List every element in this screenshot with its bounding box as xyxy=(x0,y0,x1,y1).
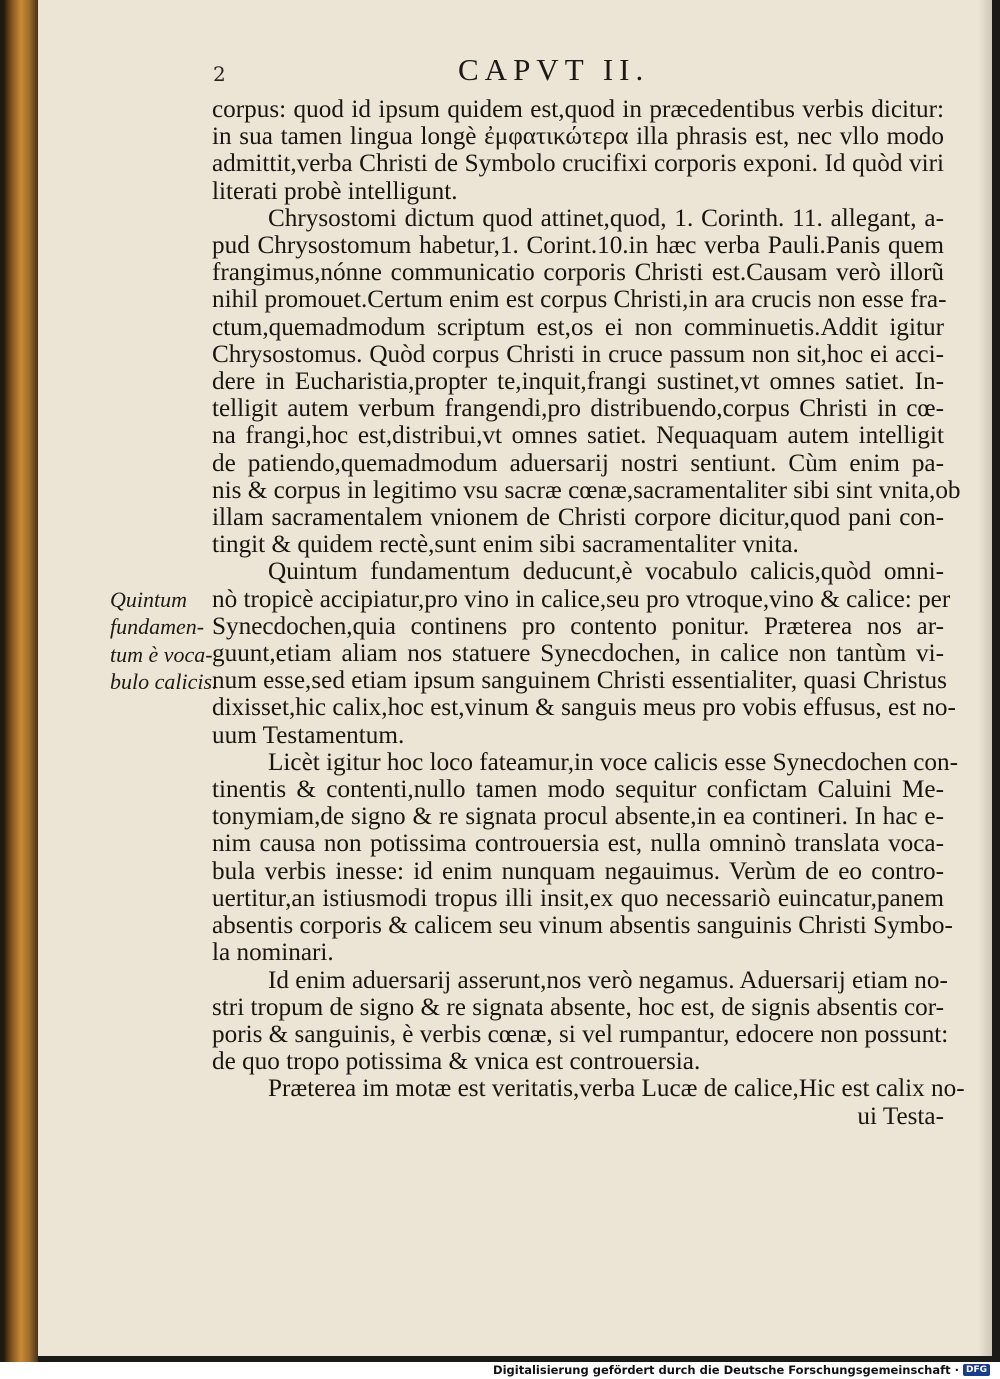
text-line: admittit,verba Christi de Symbolo crucifixi corporis exponi. Id quòd viri xyxy=(212,150,944,178)
margin-note-line: fundamen- xyxy=(110,614,205,640)
text-line: tinentis & contenti,nullo tamen modo sequitur confictam Caluini Me- xyxy=(212,776,944,804)
book-spine xyxy=(4,0,38,1362)
dfg-logo: DFG xyxy=(963,1364,990,1376)
text-line: Synecdochen,quia continens pro contento ponitur. Præterea nos ar- xyxy=(212,612,944,640)
text-line: corpus: quod id ipsum quidem est,quod in præcedentibus verbis dicitur: xyxy=(212,96,944,123)
body-text xyxy=(212,96,965,1130)
text-line: Quintum fundamentum deducunt,è vocabulo calicis,quòd omni- xyxy=(268,558,944,586)
text-line: illam sacramentalem vnionem de Christi corpore dicitur,quod pani con- xyxy=(212,504,944,532)
text-line: bula verbis inesse: id enim nunquam negauimus. Verùm de eo contro- xyxy=(212,857,944,885)
funding-credit-text: Digitalisierung gefördert durch die Deutsche Forschungsgemeinschaft · xyxy=(493,1363,959,1377)
catchword: ui Testa- xyxy=(857,1102,944,1130)
text-line: nim causa non potissima controuersia est, nulla omninò translata voca- xyxy=(212,830,944,858)
text-line: frangimus,nónne communicatio corporis Christi est.Causam verò illorũ xyxy=(212,259,944,287)
text-line: poris & sanguinis, è verbis cœnæ, si vel rumpantur, edocere non possunt: xyxy=(212,1020,949,1048)
text-line: Id enim aduersarij asserunt,nos verò negamus. Aduersarij etiam no- xyxy=(268,966,948,994)
text-line: dixisset,hic calix,hoc est,vinum & sanguis meus pro vobis effusus, est no- xyxy=(212,694,956,722)
text-line: tingit & quidem rectè,sunt enim sibi sacramentaliter vnita. xyxy=(212,531,799,559)
page-number: 2 xyxy=(213,62,226,86)
text-line: ctum,quemadmodum scriptum est,os ei non comminuetis.Addit igitur xyxy=(212,313,944,341)
text-line: uertitur,an istiusmodi tropus illi insit,ex quo necessariò euincatur,panem xyxy=(212,884,944,912)
text-line: na frangi,hoc est,distribui,vt omnes satiet. Nequaquam autem intelligit xyxy=(212,422,944,450)
text-line: nis & corpus in legitimo vsu sacræ cœnæ,sacramentaliter sibi sint vnita,ob xyxy=(212,476,961,504)
margin-note-line: tum è voca- xyxy=(110,641,213,667)
page-edge-shadow xyxy=(978,0,992,1356)
text-line: in sua tamen lingua longè ἐμφατικώτερα illa phrasis est, nec vllo modo xyxy=(212,123,944,151)
text-line: dere in Eucharistia,propter te,inquit,frangi sustinet,vt omnes satiet. In- xyxy=(212,368,944,396)
margin-note-line: Quintum xyxy=(110,587,187,612)
text-line: nihil promouet.Certum enim est corpus Christi,in ara crucis non esse fra- xyxy=(212,286,947,314)
text-line: nò tropicè accipiatur,pro vino in calice,seu pro vtroque,vino & calice: per xyxy=(212,585,951,613)
text-line: Licèt igitur hoc loco fateamur,in voce calicis esse Synecdochen con- xyxy=(268,748,958,776)
text-line: Chrysostomi dictum quod attinet,quod, 1. Corinth. 11. allegant, a- xyxy=(268,204,944,232)
text-line: Præterea im motæ est veritatis,verba Lucæ de calice,Hic est calix no- xyxy=(268,1075,965,1103)
margin-note xyxy=(110,586,220,696)
text-line: absentis corporis & calicem seu vinum absentis sanguinis Christi Symbo- xyxy=(212,912,953,940)
running-head: CAPVT II. xyxy=(458,52,650,87)
text-line: pud Chrysostomum habetur,1. Corint.10.in hæc verba Pauli.Panis quem xyxy=(212,232,944,260)
text-line: stri tropum de signo & re signata absente, hoc est, de signis absentis cor- xyxy=(212,993,944,1021)
margin-note-line: bulo calicis. xyxy=(110,669,218,695)
text-line: guunt,etiam aliam nos statuere Synecdochen, in calice non tantùm vi- xyxy=(212,640,944,668)
text-line: uum Testamentum. xyxy=(212,721,405,749)
text-line: tonymiam,de signo & re signata procul absente,in ea contineri. In hac e- xyxy=(212,803,944,831)
page-header xyxy=(38,52,992,92)
text-line: num esse,sed etiam ipsum sanguinem Christi essentialiter, quasi Christus xyxy=(212,667,947,695)
text-line: de quo tropo potissima & vnica est controuersia. xyxy=(212,1048,701,1076)
text-line: la nominari. xyxy=(212,939,334,967)
text-line: telligit autem verbum frangendi,pro distribuendo,corpus Christi in cœ- xyxy=(212,395,944,423)
text-line: de patiendo,quemadmodum aduersarij nostri sentiunt. Cùm enim pa- xyxy=(212,449,944,477)
text-line: Chrysostomus. Quòd corpus Christi in cruce passum non sit,hoc ei acci- xyxy=(212,340,944,368)
book-page xyxy=(38,0,992,1356)
funding-credit xyxy=(493,1363,990,1377)
text-line: literati probè intelligunt. xyxy=(212,177,458,205)
